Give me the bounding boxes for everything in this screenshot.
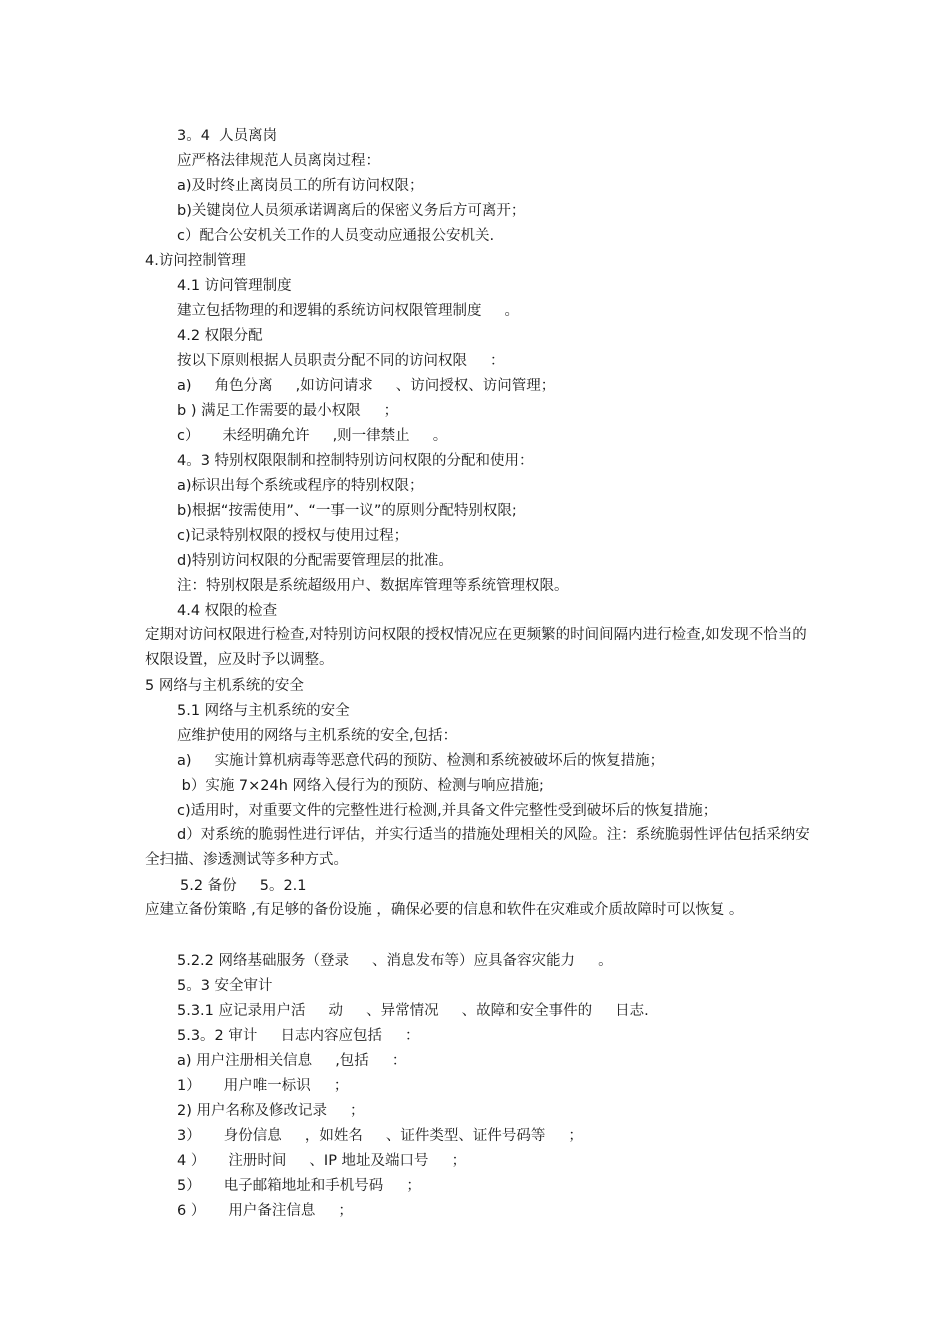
section-heading: 4.4 权限的检查 — [177, 603, 278, 619]
list-item: a) 用户注册相关信息 ,包括 ： — [177, 1053, 407, 1069]
text-line: 5.2.2 网络基础服务（登录 、消息发布等）应具备容灾能力 。 — [177, 953, 613, 969]
text-line: 应维护使用的网络与主机系统的安全,包括： — [177, 728, 458, 744]
text-line: 5.3。2 审计 日志内容应包括 ： — [177, 1028, 420, 1044]
section-heading: 5.1 网络与主机系统的安全 — [177, 703, 350, 719]
list-item: 4 ） 注册时间 、IP 地址及端口号 ； — [177, 1153, 467, 1169]
list-item: d)特别访问权限的分配需要管理层的批准。 — [177, 553, 453, 569]
list-item: 3） 身份信息 ，如姓名 、证件类型、证件号码等 ； — [177, 1128, 583, 1144]
list-item: a) 角色分离 ,如访问请求 、访问授权、访问管理； — [177, 378, 556, 394]
paragraph: 应建立备份策略 ,有足够的备份设施 ，确保必要的信息和软件在灾难或介质故障时可以恢复 。 — [145, 902, 744, 918]
list-item: b）实施 7×24h 网络入侵行为的预防、检测与响应措施; — [177, 778, 544, 794]
list-item: 1） 用户唯一标识 ； — [177, 1078, 349, 1094]
list-item: 5） 电子邮箱地址和手机号码 ； — [177, 1178, 421, 1194]
list-item: 6 ） 用户备注信息 ； — [177, 1203, 353, 1219]
list-item: a)标识出每个系统或程序的特别权限； — [177, 478, 424, 494]
list-item: b ) 满足工作需要的最小权限 ； — [177, 403, 399, 419]
section-heading: 5.2 备份 5。2.1 — [180, 878, 307, 894]
chapter-heading: 5 网络与主机系统的安全 — [145, 678, 304, 694]
text-line: 按以下原则根据人员职责分配不同的访问权限 ： — [177, 353, 505, 369]
list-item: b)根据“按需使用”、“一事一议”的原则分配特别权限; — [177, 503, 517, 519]
list-item: c） 未经明确允许 ,则一律禁止 。 — [177, 428, 448, 444]
text-line: 建立包括物理的和逻辑的系统访问权限管理制度 。 — [177, 303, 520, 319]
list-item: 2) 用户名称及修改记录 ； — [177, 1103, 365, 1119]
list-item: a)及时终止离岗员工的所有访问权限； — [177, 178, 424, 194]
list-item: b)关键岗位人员须承诺调离后的保密义务后方可离开； — [177, 203, 526, 219]
section-heading: 4.1 访问管理制度 — [177, 278, 292, 294]
section-heading: 3。4 人员离岗 — [177, 128, 278, 144]
list-item: c）配合公安机关工作的人员变动应通报公安机关. — [177, 228, 495, 244]
section-heading: 4.2 权限分配 — [177, 328, 263, 344]
text-line: 5.3.1 应记录用户活 动 、异常情况 、故障和安全事件的 日志. — [177, 1003, 649, 1019]
note-text: 注：特别权限是系统超级用户、数据库管理等系统管理权限。 — [177, 578, 569, 594]
list-item: c)适用时，对重要文件的完整性进行检测,并具备文件完整性受到破坏后的恢复措施； — [177, 803, 718, 819]
section-heading: 5。3 安全审计 — [177, 978, 273, 994]
paragraph: d）对系统的脆弱性进行评估，并实行适当的措施处理相关的风险。注：系统脆弱性评估包括采纳安全扫描、渗透测试等多种方式。 — [145, 827, 810, 868]
text-line: 应严格法律规范人员离岗过程： — [177, 153, 380, 169]
paragraph: 定期对访问权限进行检查,对特别访问权限的授权情况应在更频繁的时间间隔内进行检查,如发现不恰当的权限设置，应及时予以调整。 — [145, 627, 807, 668]
list-item: c)记录特别权限的授权与使用过程； — [177, 528, 409, 544]
list-item: a) 实施计算机病毒等恶意代码的预防、检测和系统被破坏后的恢复措施； — [177, 753, 665, 769]
chapter-heading: 4.访问控制管理 — [145, 253, 246, 269]
section-heading: 4。3 特别权限限制和控制特别访问权限的分配和使用： — [177, 453, 534, 469]
